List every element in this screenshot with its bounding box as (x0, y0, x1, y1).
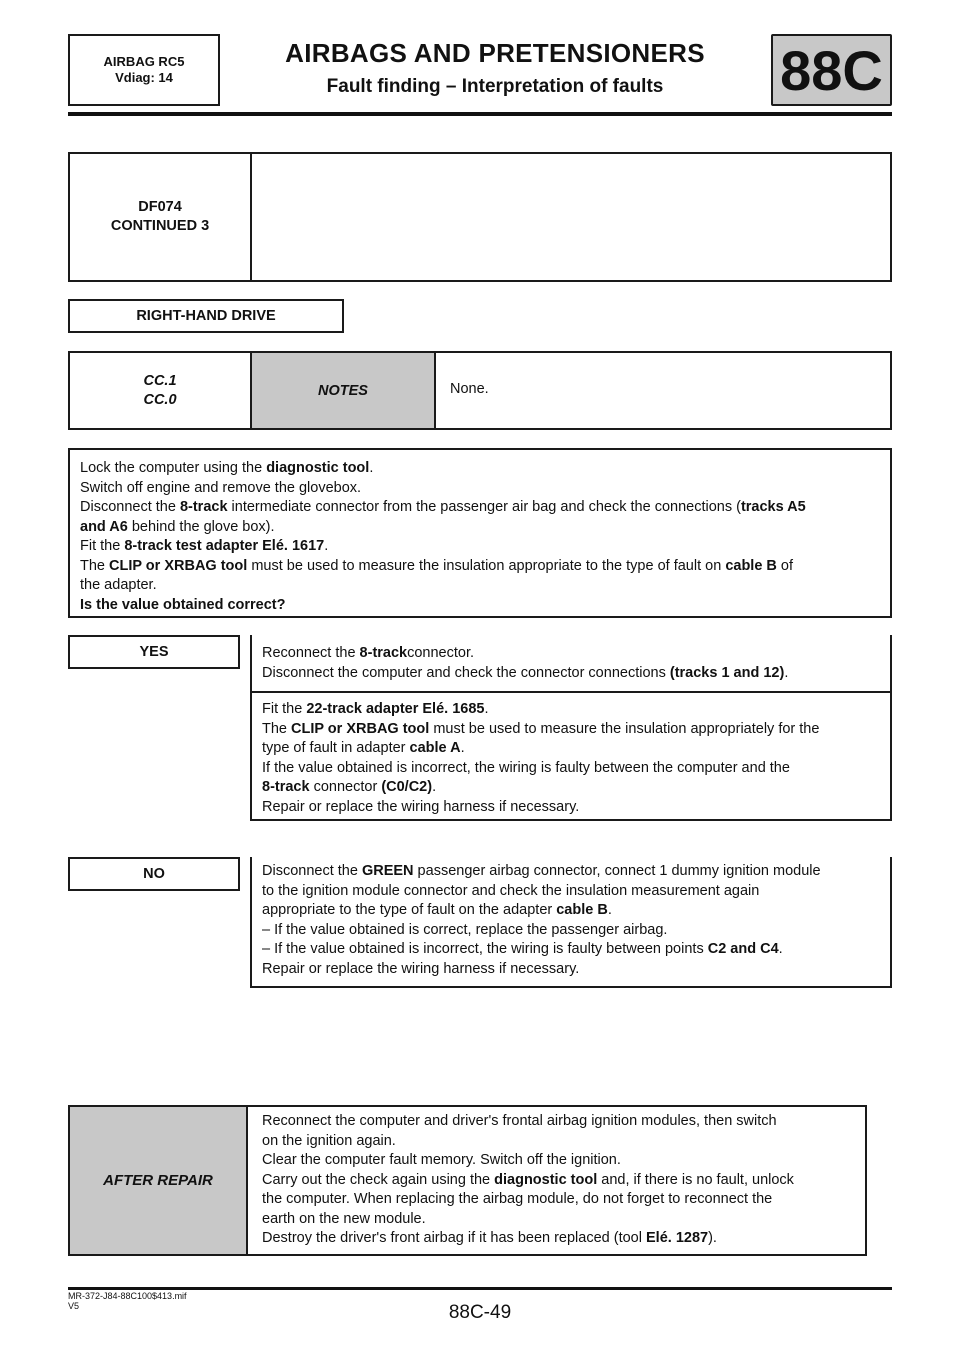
fault-continued: CONTINUED 3 (110, 218, 210, 234)
cc-line-2: CC.0 (143, 391, 177, 408)
footer-divider (68, 1287, 892, 1290)
after-repair-label: AFTER REPAIR (70, 1107, 246, 1254)
procedure-box (68, 448, 892, 618)
procedure-line: Switch off engine and remove the glovebox. (80, 479, 362, 496)
page-subtitle: Fault finding – Interpretation of faults (326, 76, 664, 97)
procedure-line: and A6 behind the glove box). (80, 518, 275, 535)
fault-code: DF074 (138, 199, 182, 215)
yes-step-2: Fit the 22-track adapter Elé. 1685. The CLIP or XRBAG tool must be used to measure the insulation appropriately for the type of fault in adapter cable A. If the value obtained is incorrect, the wiring is faulty between the computer and the 8-track connector (C0/C2). Repair or replace the wiring harness if necessary. (250, 691, 892, 821)
doc-ref: MR-372-J84-88C100$413.mif (68, 1291, 187, 1301)
cc-label (70, 353, 250, 428)
fault-label (68, 152, 252, 282)
notes-label: NOTES (250, 351, 436, 430)
model-label: AIRBAG RC5 (103, 54, 185, 69)
cc-line-1: CC.1 (143, 372, 177, 389)
after-repair-divider (246, 1107, 248, 1254)
vdiag-label: Vdiag: 14 (115, 70, 173, 85)
procedure-question: Is the value obtained correct? (80, 596, 286, 613)
notes-text: None. (450, 381, 489, 397)
procedure-line: Disconnect the 8-track intermediate connector from the passenger air bag and check the connections (tracks A5 (80, 499, 806, 515)
document-reference (68, 1291, 187, 1311)
after-repair-text: Reconnect the computer and driver's frontal airbag ignition modules, then switch on the ignition again. Clear the computer fault memory. Switch off the ignition. Carry out the check again using the diagnostic tool and, if there is no fault, unlock the computer. When replacing the airbag module, do not forget to reconnect the earth on the new module. Destroy the driver's front airbag if it has been replaced (tool Elé. 1287). (262, 1113, 794, 1246)
section-code: 88C (771, 34, 892, 106)
procedure-line: the adapter. (80, 577, 157, 593)
no-label: NO (68, 857, 240, 891)
header-divider (68, 112, 892, 116)
page-number: 88C-49 (448, 1302, 512, 1323)
procedure-line: Lock the computer using the diagnostic tool. (80, 460, 374, 476)
procedure-line: The CLIP or XRBAG tool must be used to measure the insulation appropriate to the type of fault on cable B of (80, 557, 794, 574)
no-step: Disconnect the GREEN passenger airbag connector, connect 1 dummy ignition module to the ignition module connector and check the insulation measurement again appropriate to the type of fault on the adapter cable B. – If the value obtained is correct, replace the passenger airbag. – If the value obtained is incorrect, the wiring is faulty between points C2 and C4. Repair or replace the wiring harness if necessary. (250, 857, 892, 988)
drive-label: RIGHT-HAND DRIVE (68, 299, 344, 333)
procedure-line: Fit the 8-track test adapter Elé. 1617. (80, 538, 329, 554)
doc-version: V5 (68, 1301, 80, 1311)
yes-label: YES (68, 635, 240, 669)
yes-step-1: Reconnect the 8-trackconnector. Disconnect the computer and check the connector connections (tracks 1 and 12). (250, 635, 892, 693)
page-title: AIRBAGS AND PRETENSIONERS (285, 38, 705, 68)
model-box (68, 34, 220, 106)
